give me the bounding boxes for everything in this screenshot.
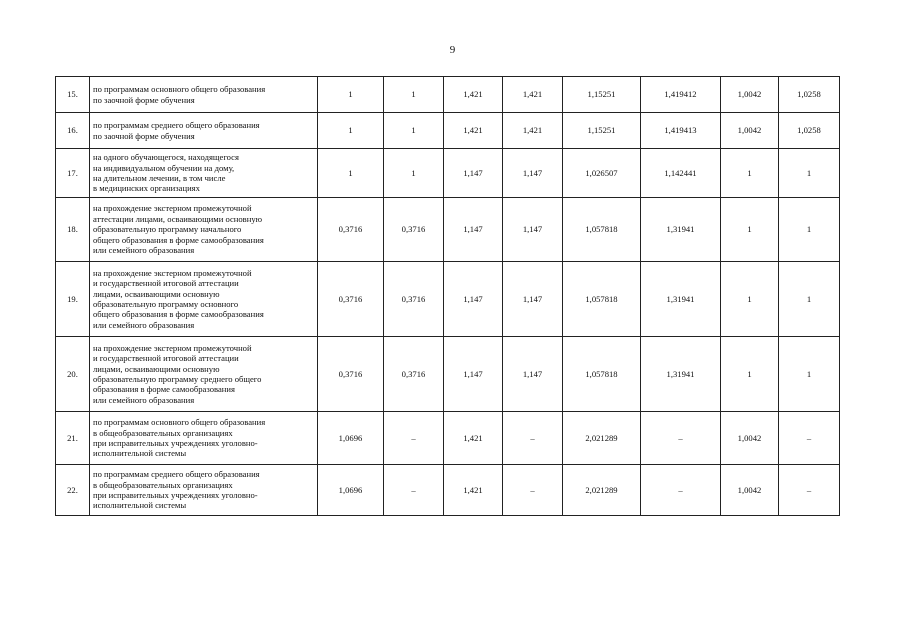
value-cell: 1,147: [444, 149, 503, 198]
value-cell: 1,421: [444, 412, 503, 465]
value-cell: 1,421: [444, 465, 503, 516]
description-line: по программам основного общего образования: [93, 84, 266, 95]
value-cell: 1,147: [444, 262, 503, 337]
value-cell: 1,15251: [563, 77, 641, 113]
value-cell: 1,142441: [641, 149, 721, 198]
value-cell: 1: [384, 149, 444, 198]
value-cell: 0,3716: [384, 262, 444, 337]
value-cell: –: [779, 465, 840, 516]
row-number: 15.: [56, 77, 90, 113]
description-line: образовательную программу начального: [93, 224, 242, 235]
value-cell: 2,021289: [563, 412, 641, 465]
description-line: при исправительных учреждениях уголовно-: [93, 438, 258, 448]
value-cell: 1,15251: [563, 113, 641, 149]
description-line: на прохождение экстерном промежуточной: [93, 203, 252, 214]
value-cell: 1,0042: [721, 77, 779, 113]
row-number: 22.: [56, 465, 90, 516]
table-row: [56, 149, 840, 198]
value-cell: –: [779, 412, 840, 465]
description-line: общего образования в форме самообразования: [93, 309, 264, 320]
value-cell: 1,147: [503, 149, 563, 198]
table-row: [56, 337, 840, 412]
value-cell: 1,0042: [721, 113, 779, 149]
value-cell: 1: [721, 149, 779, 198]
description-line: на одного обучающегося, находящегося: [93, 152, 239, 163]
row-description: [90, 113, 318, 149]
value-cell: 1,147: [444, 198, 503, 262]
table-row: [56, 77, 840, 113]
value-cell: 1,421: [444, 113, 503, 149]
value-cell: 1,0696: [318, 465, 384, 516]
value-cell: 1: [318, 113, 384, 149]
row-number: 19.: [56, 262, 90, 337]
value-cell: 1: [721, 198, 779, 262]
description-line: исполнительной системы: [93, 500, 187, 511]
description-line: и государственной итоговой аттестации: [93, 353, 239, 364]
value-cell: 1,31941: [641, 337, 721, 412]
description-line: общего образования в форме самообразования: [93, 234, 264, 245]
value-cell: –: [503, 412, 563, 465]
value-cell: 1,0042: [721, 465, 779, 516]
value-cell: 1,057818: [563, 337, 641, 412]
value-cell: 1: [384, 77, 444, 113]
description-line: на индивидуальном обучении на дому,: [93, 162, 235, 173]
value-cell: 1: [779, 337, 840, 412]
value-cell: 1,421: [444, 77, 503, 113]
description-line: аттестации лицами, осваивающими основную: [93, 213, 263, 224]
value-cell: 1,0258: [779, 113, 840, 149]
value-cell: –: [641, 412, 721, 465]
description-line: или семейного образования: [93, 394, 195, 405]
value-cell: 1,31941: [641, 262, 721, 337]
row-number: 20.: [56, 337, 90, 412]
row-number: 16.: [56, 113, 90, 149]
table-row: [56, 262, 840, 337]
value-cell: 1: [384, 113, 444, 149]
value-cell: 2,021289: [563, 465, 641, 516]
description-line: по программам основного общего образования: [93, 417, 266, 428]
row-description: [90, 337, 318, 412]
description-line: в общеобразовательных организациях: [93, 479, 233, 490]
value-cell: 0,3716: [318, 198, 384, 262]
row-description: [90, 465, 318, 516]
value-cell: 1,0042: [721, 412, 779, 465]
description-line: лицами, осваивающими основную: [93, 363, 220, 374]
value-cell: –: [384, 412, 444, 465]
value-cell: 1: [779, 149, 840, 198]
description-line: образовательную программу основного: [93, 299, 239, 309]
value-cell: 1,057818: [563, 198, 641, 262]
description-line: исполнительной системы: [93, 448, 187, 459]
value-cell: 1,057818: [563, 262, 641, 337]
value-cell: 1,421: [503, 113, 563, 149]
value-cell: 1: [318, 77, 384, 113]
value-cell: 1: [779, 262, 840, 337]
description-line: по заочной форме обучения: [93, 94, 195, 105]
value-cell: 1: [721, 337, 779, 412]
value-cell: 1,026507: [563, 149, 641, 198]
row-number: 17.: [56, 149, 90, 198]
table-body: [56, 77, 840, 516]
value-cell: 1,31941: [641, 198, 721, 262]
description-line: образования в форме самообразования: [93, 384, 235, 395]
description-line: в медицинских организациях: [93, 183, 200, 194]
value-cell: –: [641, 465, 721, 516]
row-description: [90, 149, 318, 198]
value-cell: 1: [318, 149, 384, 198]
value-cell: –: [503, 465, 563, 516]
row-description: [90, 412, 318, 465]
value-cell: 1: [779, 198, 840, 262]
description-line: и государственной итоговой аттестации: [93, 278, 239, 289]
coefficients-table: [55, 76, 840, 516]
row-description: [90, 198, 318, 262]
description-line: при исправительных учреждениях уголовно-: [93, 490, 258, 500]
table-row: [56, 465, 840, 516]
value-cell: 1,419412: [641, 77, 721, 113]
value-cell: 1,0696: [318, 412, 384, 465]
value-cell: 0,3716: [384, 198, 444, 262]
description-line: по программам среднего общего образования: [93, 469, 260, 480]
value-cell: 1,147: [503, 198, 563, 262]
row-description: [90, 77, 318, 113]
value-cell: 0,3716: [318, 262, 384, 337]
description-line: или семейного образования: [93, 319, 195, 330]
value-cell: –: [384, 465, 444, 516]
description-line: по программам среднего общего образования: [93, 120, 260, 131]
table-row: [56, 113, 840, 149]
description-line: на прохождение экстерном промежуточной: [93, 342, 252, 353]
page-number: 9: [449, 44, 456, 56]
row-number: 21.: [56, 412, 90, 465]
value-cell: 1,419413: [641, 113, 721, 149]
value-cell: 1,147: [503, 262, 563, 337]
value-cell: 1,421: [503, 77, 563, 113]
value-cell: 0,3716: [384, 337, 444, 412]
description-line: лицами, осваивающими основную: [93, 288, 220, 299]
description-line: на прохождение экстерном промежуточной: [93, 267, 252, 278]
table-row: [56, 412, 840, 465]
description-line: или семейного образования: [93, 245, 195, 256]
value-cell: 0,3716: [318, 337, 384, 412]
value-cell: 1,147: [444, 337, 503, 412]
description-line: на длительном лечении, в том числе: [93, 173, 226, 183]
value-cell: 1,0258: [779, 77, 840, 113]
row-number: 18.: [56, 198, 90, 262]
value-cell: 1,147: [503, 337, 563, 412]
description-line: по заочной форме обучения: [93, 130, 195, 141]
description-line: в общеобразовательных организациях: [93, 427, 233, 438]
description-line: образовательную программу среднего общего: [93, 374, 262, 384]
table-row: [56, 198, 840, 262]
value-cell: 1: [721, 262, 779, 337]
row-description: [90, 262, 318, 337]
